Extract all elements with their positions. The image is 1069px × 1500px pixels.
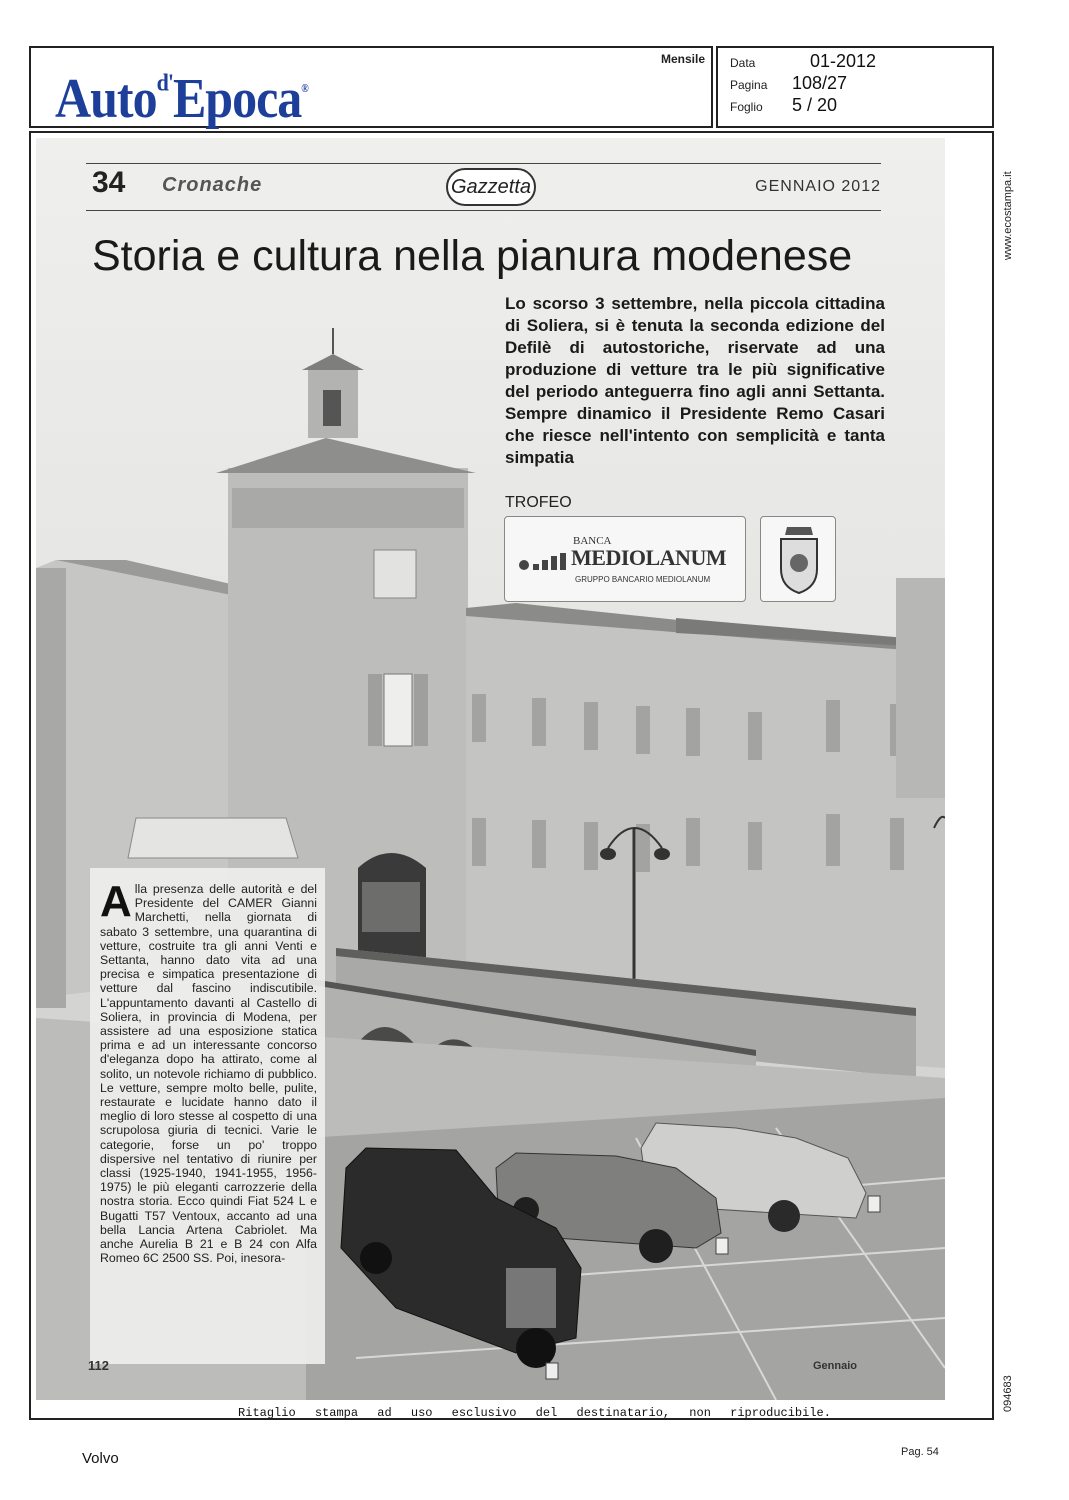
sponsor-banca: BANCA	[573, 535, 612, 547]
date-label: Data	[730, 56, 756, 70]
article-headline: Storia e cultura nella pianura modenese	[92, 232, 853, 280]
sheet-value: 5 / 20	[792, 95, 838, 115]
article-body-text: lla presenza delle autorità e del Presidente del CAMER Gianni Marchetti, nella giornata di sabato 3 settembre, una quarantina di vetture, costruite tra gli anni Venti e Settanta, hanno dato vita ad una precisa e simpatica presentazione di vetture dal fascino indiscutibile. L'appuntamento davanti al Castello di Soliera, in provincia di Modena, per assistere ad una esposizione statica prima e ad un interessante concorso d'eleganza dopo ha attirato, come al solito, un notevole richiamo di pubblico. Le vetture, sempre molto belle, pulite, restaurate e lucidate hanno dato il meglio di loro stesse al cospetto di una scrupolosa giuria di tecnici. Varie le categorie, forse un po' troppo dispersive nel tentativo di riunire per classi (1925-1940, 1941-1955, 1956-1975) le più eleganti carrozzerie della nostra storia. Ecco quindi Fiat 524 L e Bugatti T57 Ventoux, accanto ad una bella Lancia Artena Cabriolet. Ma anche Aurelia B 21 e B 24 con Alfa Romeo 6C 2500 SS. Poi, inesora-	[100, 882, 317, 1266]
magazine-footer-month: Gennaio	[813, 1360, 858, 1372]
mediolanum-mark-icon	[517, 553, 569, 573]
page-label: Pagina	[730, 78, 768, 92]
sponsor-logo	[504, 516, 746, 602]
drop-cap: A	[100, 877, 132, 926]
crest-icon	[761, 517, 837, 603]
article-body	[90, 868, 325, 1364]
publication-header	[29, 46, 713, 128]
date-value: 01-2012	[810, 51, 877, 71]
magazine-section: Cronache	[162, 174, 263, 196]
magazine-footer-page: 112	[88, 1358, 109, 1373]
magazine-page-number: 34	[92, 166, 126, 199]
copyright-notice: Ritaglio stampa ad uso esclusivo del destinatario, non riproducibile.	[238, 1406, 831, 1420]
article-lead: Lo scorso 3 settembre, nella piccola cittadina di Soliera, si è tenuta la seconda edizione del Defilè di autostoriche, riservate ad una produzione di vetture tra le più significative del periodo anteguerra fino agli anni Settanta. Sempre dinamico il Presidente Remo Casari che riesce nell'intento con semplicità e tanta simpatia	[505, 294, 885, 467]
side-code: 094683	[1002, 1375, 1014, 1412]
top-rule	[86, 163, 881, 164]
sheet-label: Foglio	[730, 100, 763, 114]
client-name: Volvo	[82, 1450, 119, 1467]
frequency-label: Mensile	[660, 52, 705, 66]
header-rule	[86, 210, 881, 211]
municipal-crest	[760, 516, 836, 602]
page-indicator: Pag. 54	[901, 1446, 939, 1458]
magazine-issue: GENNAIO 2012	[755, 178, 881, 195]
sponsor-name: MEDIOLANUM	[571, 545, 727, 570]
trophy-label: TROFEO	[505, 494, 572, 511]
page-value: 108/27	[792, 73, 848, 93]
publication-logo: Auto$^{d'}$Epoca®	[55, 66, 308, 130]
sponsor-group: GRUPPO BANCARIO MEDIOLANUM	[575, 575, 711, 584]
issue-metadata	[716, 46, 994, 128]
side-url: www.ecostampa.it	[1002, 171, 1014, 260]
magazine-page-scan	[36, 138, 945, 1400]
gazzetta-badge: Gazzetta	[446, 168, 536, 206]
